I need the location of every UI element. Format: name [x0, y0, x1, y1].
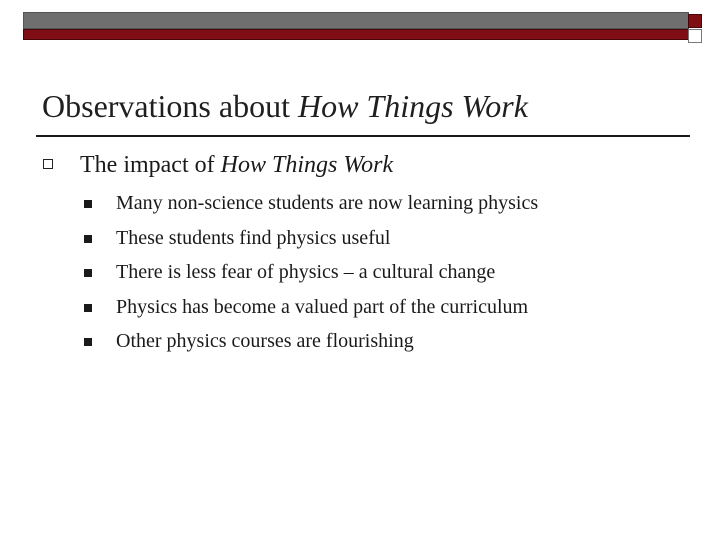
header-red-square — [688, 14, 702, 28]
sub-bullet-text: Physics has become a valued part of the curriculum — [116, 295, 529, 318]
header-red-bar — [23, 29, 689, 40]
header-white-square — [688, 29, 702, 43]
sub-bullet-text: There is less fear of physics – a cultural change — [116, 261, 496, 283]
slide-title — [42, 86, 528, 126]
bullet-text-italic: How Things Work — [220, 152, 394, 178]
header-gray-bar — [23, 12, 689, 29]
bullet-level1-text — [80, 149, 393, 181]
slide-title-italic: How Things Work — [297, 88, 528, 124]
filled-square-bullet-icon — [84, 338, 92, 346]
hollow-square-bullet-icon — [43, 159, 53, 169]
filled-square-bullet-icon — [84, 304, 92, 312]
sub-bullet-text: Many non-science students are now learning physics — [116, 192, 539, 214]
filled-square-bullet-icon — [84, 269, 92, 277]
sub-bullet-text: These students find physics useful — [116, 226, 391, 249]
bullet-text-plain: The impact of — [80, 152, 221, 178]
sub-bullet-text: Other physics courses are flourishing — [116, 330, 414, 352]
title-underline — [36, 135, 690, 137]
filled-square-bullet-icon — [84, 200, 92, 208]
slide-title-plain: Observations about — [42, 88, 298, 124]
filled-square-bullet-icon — [84, 235, 92, 243]
